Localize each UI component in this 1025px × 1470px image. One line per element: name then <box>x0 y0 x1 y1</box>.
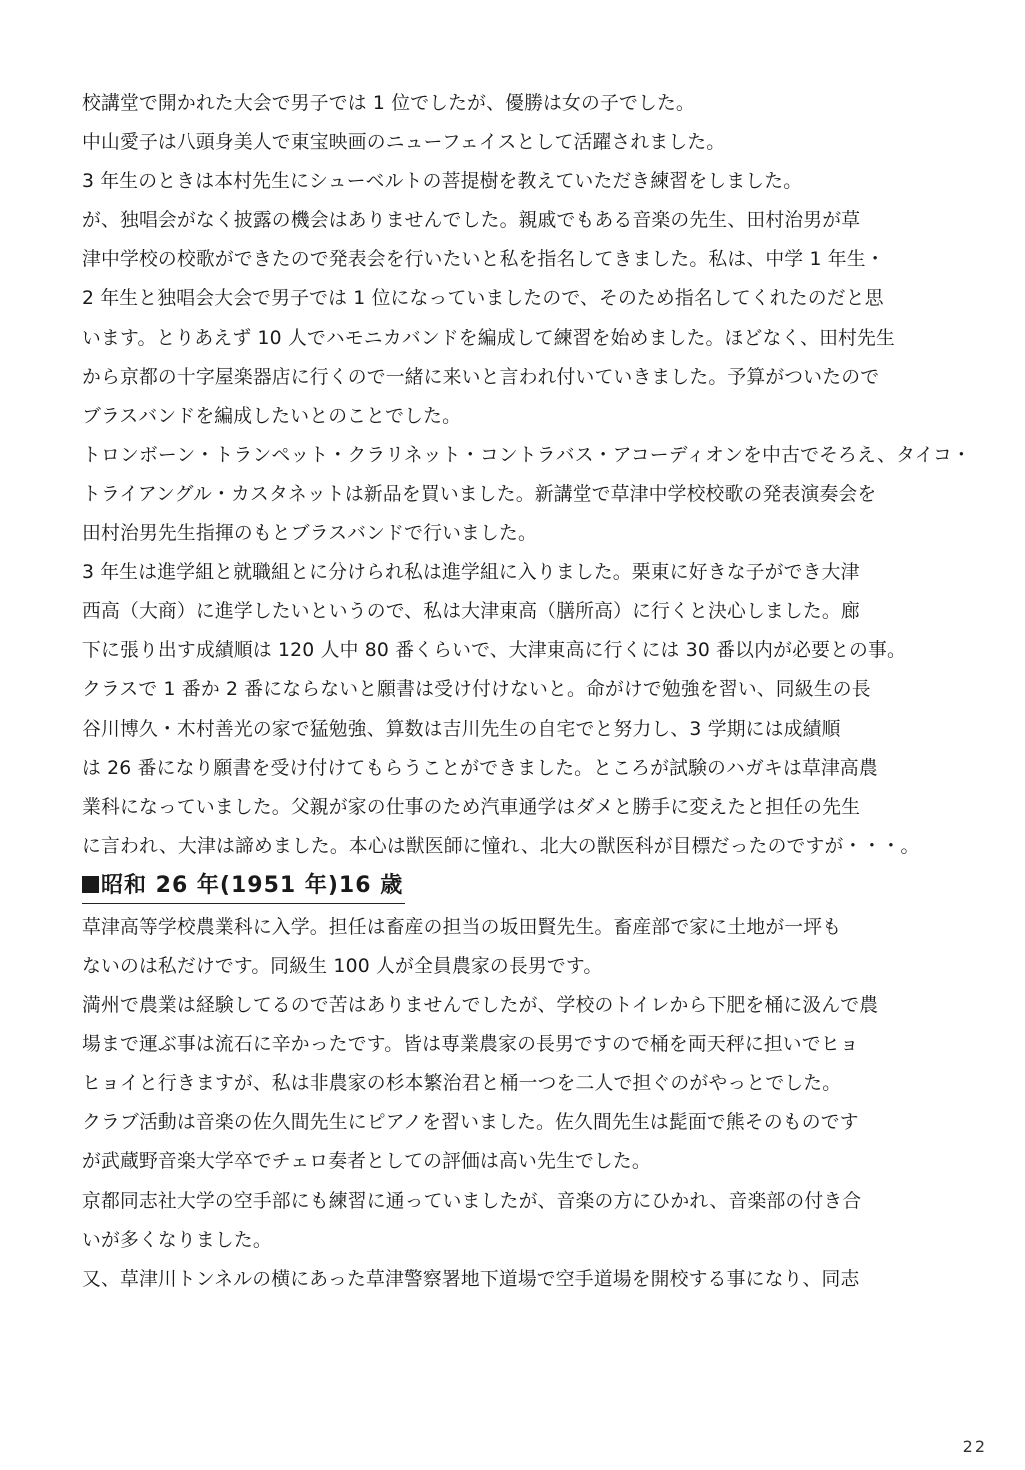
body-line: 3 年生は進学組と就職組とに分けられ私は進学組に入りました。栗東に好きな子ができ大津 <box>82 562 860 584</box>
body-line: います。とりあえず 10 人でハモニカバンドを編成して練習を始めました。ほどなく、田村先生 <box>82 327 895 349</box>
body-line: 又、草津川トンネルの横にあった草津警察署地下道場で空手道場を開校する事になり、同志 <box>82 1268 860 1290</box>
body-line: 津中学校の校歌ができたので発表会を行いたいと私を指名してきました。私は、中学 1 年生・ <box>82 249 885 271</box>
body-line: 谷川博久・木村善光の家で猛勉強、算数は吉川先生の自宅でと努力し、3 学期には成績順 <box>82 718 841 740</box>
body-line: 京都同志社大学の空手部にも練習に通っていましたが、音楽の方にひかれ、音楽部の付き合 <box>82 1190 862 1212</box>
body-line: トロンボーン・トランペット・クラリネット・コントラバス・アコーディオンを中古でそろえ、タイコ・ <box>82 444 971 466</box>
body-line: 西高（大商）に進学したいというので、私は大津東高（膳所高）に行くと決心しました。廊 <box>82 601 860 623</box>
body-line: 場まで運ぶ事は流石に辛かったです。皆は専業農家の長男ですので桶を両天秤に担いでヒョ <box>82 1034 859 1056</box>
body-line: 中山愛子は八頭身美人で東宝映画のニューフェイスとして活躍されました。 <box>82 132 726 154</box>
body-line: は 26 番になり願書を受け付けてもらうことができました。ところが試験のハガキは草津高農 <box>82 757 878 779</box>
body-line: 業科になっていました。父親が家の仕事のため汽車通学はダメと勝手に変えたと担任の先生 <box>82 796 861 818</box>
black-square-icon <box>82 876 99 893</box>
body-line: ないのは私だけです。同級生 100 人が全員農家の長男です。 <box>82 955 603 977</box>
body-line: 草津高等学校農業科に入学。担任は畜産の担当の坂田賢先生。畜産部で家に土地が一坪も <box>82 916 842 938</box>
body-line: 満州で農業は経験してるので苦はありませんでしたが、学校のトイレから下肥を桶に汲んで農 <box>82 995 879 1017</box>
body-line: に言われ、大津は諦めました。本心は獣医師に憧れ、北大の獣医科が目標だったのですが・・・。 <box>82 835 920 857</box>
section-heading <box>82 869 405 904</box>
body-line: が武蔵野音楽大学卒でチェロ奏者としての評価は高い先生でした。 <box>82 1151 651 1173</box>
body-line: 田村治男先生指揮のもとブラスバンドで行いました。 <box>82 523 537 545</box>
body-line: 2 年生と独唱会大会で男子では 1 位になっていましたので、そのため指名してくれたのだと思 <box>82 288 884 310</box>
page-content <box>82 84 971 1299</box>
body-line: ヒョイと行きますが、私は非農家の杉本繁治君と桶一つを二人で担ぐのがやっとでした。 <box>82 1073 842 1095</box>
body-line: から京都の十字屋楽器店に行くので一緒に来いと言われ付いていきました。予算がついたので <box>82 366 880 388</box>
body-line: トライアングル・カスタネットは新品を買いました。新講堂で草津中学校校歌の発表演奏会を <box>82 483 877 505</box>
page-number: 22 <box>962 1437 987 1456</box>
body-line: いが多くなりました。 <box>82 1229 272 1251</box>
section-heading-text: 昭和 26 年(1951 年)16 歳 <box>101 872 404 898</box>
section-heading-line <box>82 866 962 908</box>
body-line: 下に張り出す成績順は 120 人中 80 番くらいで、大津東高に行くには 30 番以内が必要との事。 <box>82 640 906 662</box>
body-line: 3 年生のときは本村先生にシューベルトの菩提樹を教えていただき練習をしました。 <box>82 171 803 193</box>
body-line: が、独唱会がなく披露の機会はありませんでした。親戚でもある音楽の先生、田村治男が草 <box>82 210 861 232</box>
body-text-top <box>82 84 971 866</box>
body-line: 校講堂で開かれた大会で男子では 1 位でしたが、優勝は女の子でした。 <box>82 93 695 114</box>
body-line: クラブ活動は音楽の佐久間先生にピアノを習いました。佐久間先生は髭面で熊そのものです <box>82 1112 859 1134</box>
body-line: クラスで 1 番か 2 番にならないと願書は受け付けないと。命がけで勉強を習い、同級生の長 <box>82 679 871 701</box>
body-line: ブラスバンドを編成したいとのことでした。 <box>82 405 462 427</box>
body-text-bottom <box>82 908 962 1299</box>
